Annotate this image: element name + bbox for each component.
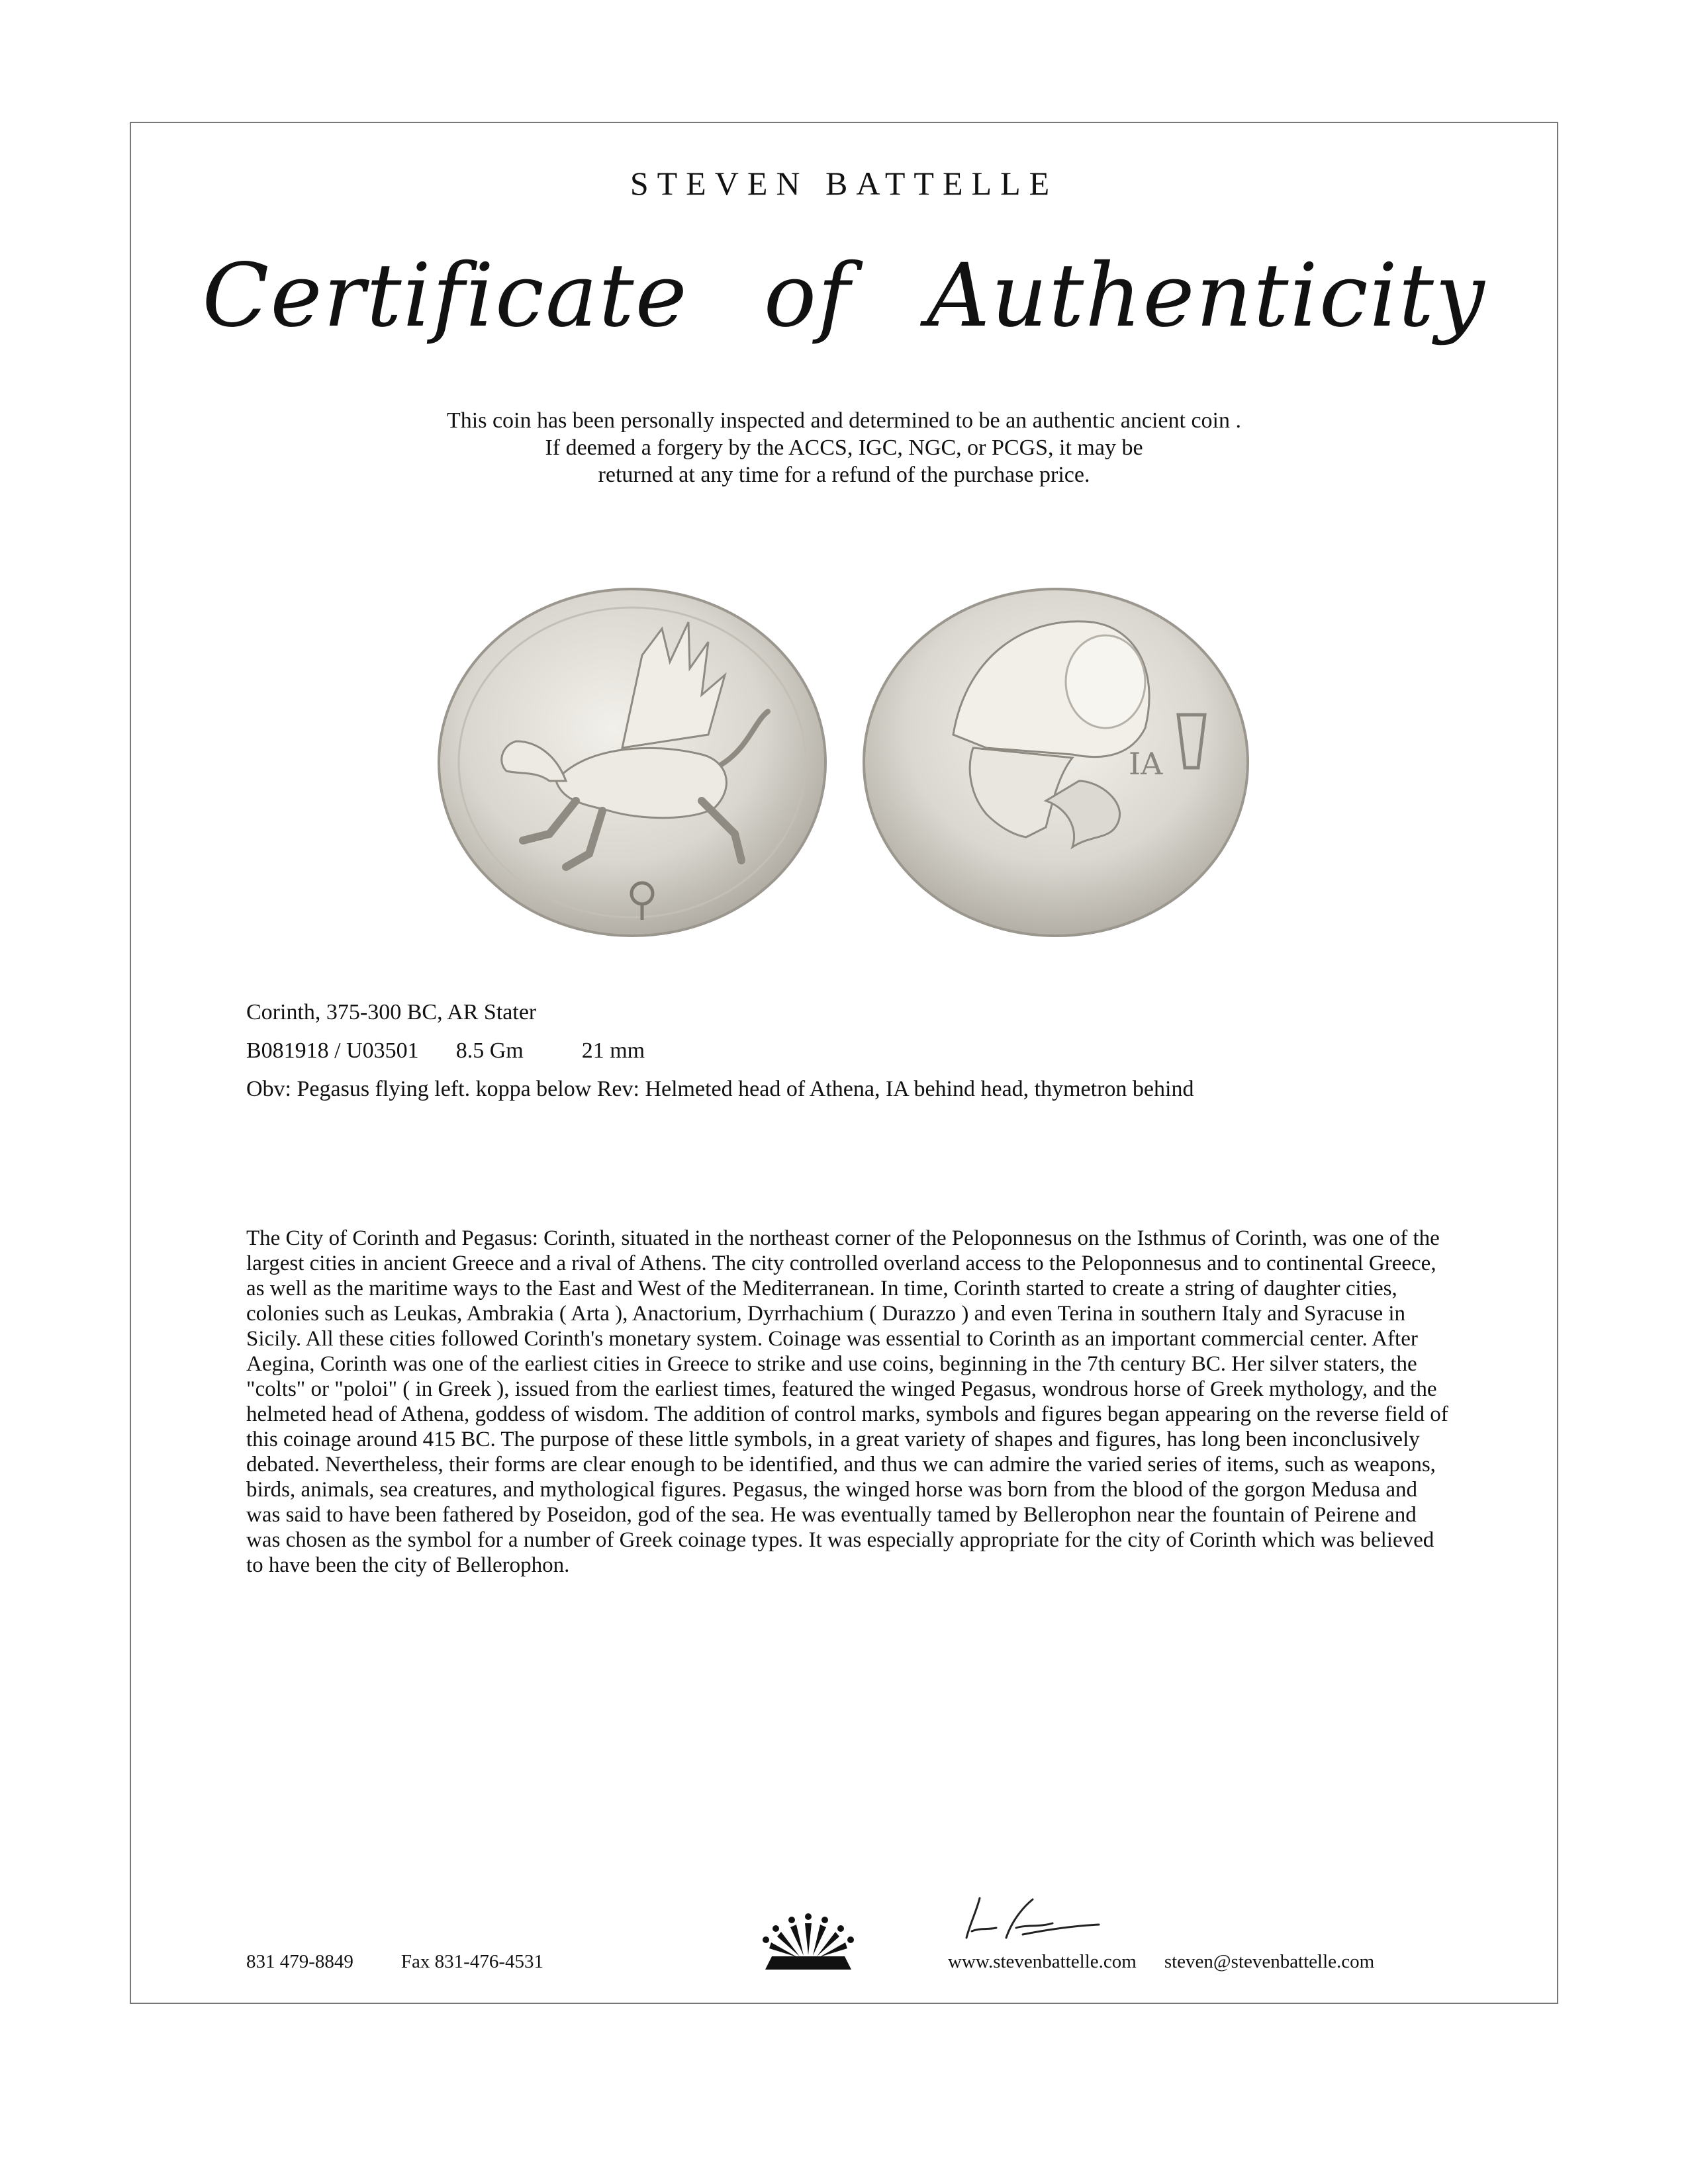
svg-text:IA: IA bbox=[1129, 746, 1163, 782]
coin-weight: 8.5 Gm bbox=[455, 1038, 524, 1063]
title-word-certificate: Certificate bbox=[202, 245, 688, 347]
coin-diameter: 21 mm bbox=[581, 1038, 645, 1063]
sunburst-logo-icon bbox=[759, 1910, 858, 1976]
coin-reverse-athena-image bbox=[854, 582, 1264, 940]
title-word-authenticity: Authenticity bbox=[927, 245, 1486, 347]
guarantee-line-2: If deemed a forgery by the ACCS, IGC, NGC, or PCGS, it may be bbox=[545, 435, 1143, 460]
phone-number: 831 479-8849 bbox=[246, 1951, 353, 1972]
coin-inventory-id: B081918 / U03501 bbox=[246, 1038, 419, 1063]
footer-contact-web bbox=[948, 1951, 1374, 1973]
email-link[interactable]: steven@stevenbattelle.com bbox=[1164, 1951, 1375, 1972]
coin-description: Obv: Pegasus flying left. koppa below Rev: Helmeted head of Athena, IA behind head, thymetron behind bbox=[246, 1077, 1194, 1101]
certificate-title bbox=[0, 245, 1688, 347]
history-essay bbox=[246, 1226, 1451, 1578]
coin-details bbox=[246, 998, 1194, 1113]
history-paragraph: The City of Corinth and Pegasus: Corinth, situated in the northeast corner of the Peloponnesus on the Isthmus of Corinth, was one of the largest cities in ancient Greece and a rival of Athens. The city controlled overland access to the Peloponnesus and to continental Greece, as well as the maritime ways to the East and West of the Mediterranean. In time, Corinth started to create a string of daughter cities, colonies such as Leukas, Ambrakia ( Arta ), Anactorium, Dyrrhachium ( Durazzo ) and even Terina in southern Italy and Syracuse in Sicily. All these cities followed Corinth's monetary system. Coinage was essential to Corinth as an important commercial center. After Aegina, Corinth was one of the earliest cities in Greece to strike and use coins, beginning in the 7th century BC. Her silver staters, the "colts" or "poloi" ( in Greek ), issued from the earliest times, featured the winged Pegasus, wondrous horse of Greek mythology, and the helmeted head of Athena, goddess of wisdom. The addition of control marks, symbols and figures began appearing on the reverse field of this coinage around 415 BC. The purpose of these little symbols, in a great variety of shapes and figures, has long been inconclusively debated. Nevertheless, their forms are clear enough to be identified, and thus we can admire the varied series of items, such as weapons, birds, animals, sea creatures, and mythological figures. Pegasus, the winged horse was born from the blood of the gorgon Medusa and was said to have been fathered by Poseidon, god of the sea. He was eventually tamed by Bellerophon near the fountain of Peirene and was chosen as the symbol for a number of Greek coinage types. It was especially appropriate for the city of Corinth which was believed to have been the city of Bellerophon. bbox=[246, 1226, 1448, 1577]
signature-image bbox=[940, 1891, 1105, 1944]
coin-specs-row bbox=[246, 1036, 1194, 1075]
coin-obverse-pegasus-image bbox=[424, 582, 834, 940]
brand-name: STEVEN BATTELLE bbox=[630, 165, 1058, 202]
footer-contact-phone bbox=[246, 1951, 543, 1973]
guarantee-line-1: This coin has been personally inspected and determined to be an authentic ancient coin . bbox=[447, 408, 1241, 433]
website-link[interactable]: www.stevenbattelle.com bbox=[948, 1951, 1137, 1972]
title-word-of: of bbox=[763, 245, 852, 347]
guarantee-line-3: returned at any time for a refund of the purchase price. bbox=[598, 463, 1090, 487]
coin-name: Corinth, 375-300 BC, AR Stater bbox=[246, 1000, 537, 1024]
guarantee-statement bbox=[0, 407, 1688, 488]
coin-photos bbox=[424, 582, 1271, 940]
fax-number: Fax 831-476-4531 bbox=[400, 1951, 543, 1972]
